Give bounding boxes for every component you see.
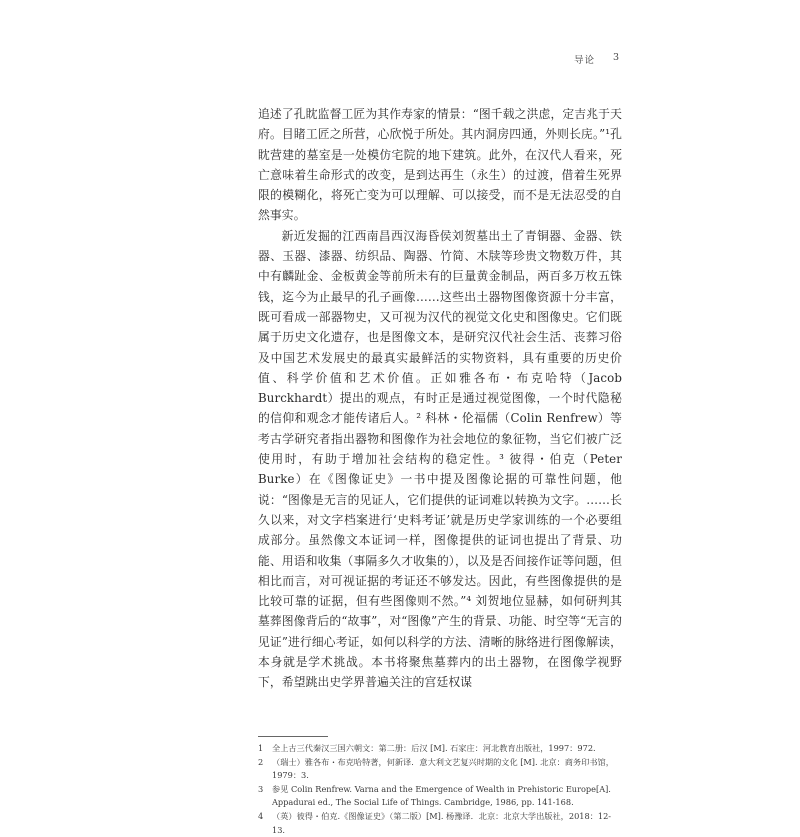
running-header bbox=[520, 52, 620, 66]
footnote-divider bbox=[258, 736, 328, 737]
footnote-2 bbox=[258, 756, 622, 783]
paragraph-1: 追述了孔眈监督工匠为其作寿家的情景：“图千载之洪虑，定吉兆于天府。目睹工匠之所营，心欣悦于所处。其内洞房四通，外则长庑。”¹孔眈营建的墓室是一处模仿宅院的地下建筑。此外，在汉代人看来，死亡意味着生命形式的改变，是到达再生（永生）的过渡，借着生死界限的模糊化，将死亡变为可以理解、可以接受，而不是无法忍受的自然事实。 bbox=[258, 107, 622, 223]
section-title: 导论 bbox=[573, 55, 595, 66]
footnote-4 bbox=[258, 810, 622, 837]
footnote-number: 4 bbox=[258, 810, 264, 821]
footnote-number: 1 bbox=[258, 743, 264, 753]
body-text bbox=[258, 104, 622, 693]
footnote-1 bbox=[258, 742, 622, 756]
footnote-text: 参见 Colin Renfrew. Varna and the Emergence of Wealth in Prehistoric Europe[A]. Appadurai ed., The Social Life of Things. Cambridge, 1986, pp. 141-168. bbox=[272, 783, 611, 808]
footnote-text: （英）彼得・伯克.《图像证史》（第二版）[M]. 杨豫译．北京：北京大学出版社，2018：12-13. bbox=[272, 810, 612, 835]
paragraph-2: 新近发掘的江西南昌西汉海昏侯刘贺墓出土了青铜器、金器、铁器、玉器、漆器、纺织品、陶器、竹简、木牍等珍贵文物数万件，其中有麟趾金、金板黄金等前所未有的巨量黄金制品，两百多万枚五铢钱，迄今为止最早的孔子画像……这些出土器物图像资源十分丰富，既可看成一部器物史，又可视为汉代的视觉文化史和图像史。它们既属于历史文化遗存，也是图像文本，是研究汉代社会生活、丧葬习俗及中国艺术发展史的最真实最鲜活的实物资料，具有重要的历史价值、科学价值和艺术价值。正如雅各布・布克哈特（Jacob Burckhardt）提出的观点，有时正是通过视觉图像，一个时代隐秘的信仰和观念才能传诸后人。² 科林・伦福儒（Colin Renfrew）等考古学研究者指出器物和图像作为社会地位的象征物，当它们被广泛使用时，有助于增加社会结构的稳定性。³ 彼得・伯克（Peter Burke）在《图像证史》一书中提及图像论据的可靠性问题，他说：“图像是无言的见证人，它们提供的证词难以转换为文字。……长久以来，对文字档案进行‘史料考证’就是历史学家训练的一个必要组成部分。虽然像文本证词一样，图像提供的证词也提出了背景、功能、用语和收集（事隔多久才收集的），以及是否间接作证等问题，但相比而言，对可视证据的考证还不够发达。因此，有些图像提供的是比较可靠的证据，但有些图像则不然。”⁴ 刘贺地位显赫，如何研判其墓葬图像背后的“故事”，对“图像”产生的背景、功能、时空等“无言的见证”进行细心考证，如何以科学的方法、清晰的脉络进行图像解读，本身就是学术挑战。本书将聚焦墓葬内的出土器物，在图像学视野下，希望跳出史学界普遍关注的宫廷权谋 bbox=[258, 228, 622, 690]
footnotes bbox=[258, 742, 622, 837]
footnote-text: （瑞士）雅各布・布克哈特著，何新译．意大利文艺复兴时期的文化 [M]. 北京：商务印书馆，1979：3. bbox=[272, 756, 614, 781]
footnote-text: 全上古三代秦汉三国六朝文：第二册：后汉 [M]. 石家庄：河北教育出版社，1997：972. bbox=[272, 743, 596, 753]
footnote-number: 3 bbox=[258, 783, 264, 794]
footnote-number: 2 bbox=[258, 756, 264, 767]
footnote-3 bbox=[258, 783, 622, 810]
page-number: 3 bbox=[612, 52, 620, 63]
